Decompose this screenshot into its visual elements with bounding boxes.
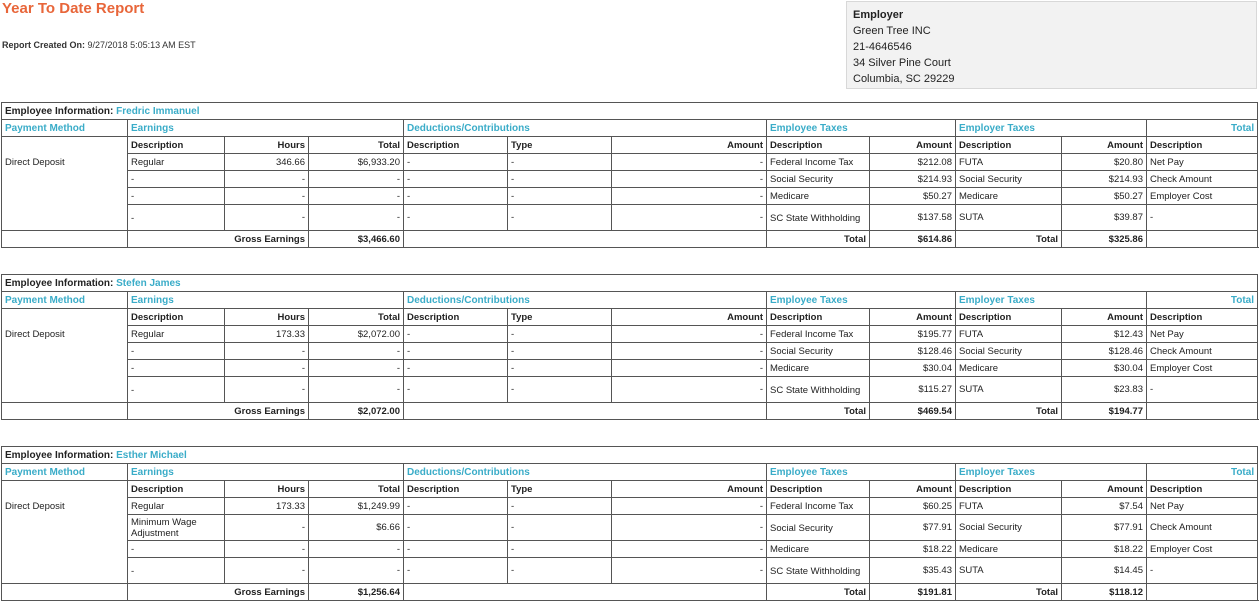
- employee-tax-description: Federal Income Tax: [767, 498, 870, 515]
- section-employer-taxes: Employer Taxes: [956, 120, 1147, 137]
- report-created-value: 9/27/2018 5:05:13 AM EST: [87, 40, 196, 50]
- gross-earnings-label: Gross Earnings: [128, 403, 309, 420]
- earning-hours: 173.33: [225, 498, 309, 515]
- gross-earnings-label: Gross Earnings: [128, 584, 309, 601]
- table-row: [2, 541, 1258, 558]
- deduction-type: -: [508, 171, 612, 188]
- employee-table: [1, 446, 1258, 601]
- earning-description: Regular: [128, 154, 225, 171]
- payment-method-cell: [2, 515, 128, 541]
- header-type: Type: [508, 481, 612, 498]
- employee-tax-amount: $35.43: [870, 558, 956, 584]
- earning-description: Regular: [128, 326, 225, 343]
- employer-tax-description: Social Security: [956, 171, 1062, 188]
- employee-tax-description: Social Security: [767, 171, 870, 188]
- deduction-type: -: [508, 360, 612, 377]
- earning-description: -: [128, 541, 225, 558]
- table-row: [2, 343, 1258, 360]
- employee-tax-amount: $115.27: [870, 377, 956, 403]
- section-earnings: Earnings: [128, 464, 404, 481]
- employer-tax-amount: $50.27: [1062, 188, 1147, 205]
- employee-tax-total-value: $469.54: [870, 403, 956, 420]
- header-amount: Amount: [1062, 481, 1147, 498]
- table-row: [2, 360, 1258, 377]
- table-row: [2, 515, 1258, 541]
- section-payment-method: Payment Method: [2, 464, 128, 481]
- payment-method-cell: Direct Deposit: [2, 154, 128, 171]
- employee-tax-amount: $18.22: [870, 541, 956, 558]
- earning-description: -: [128, 343, 225, 360]
- earning-description: -: [128, 171, 225, 188]
- employer-tax-description: SUTA: [956, 205, 1062, 231]
- totals-blank: [404, 231, 767, 248]
- table-row: [2, 326, 1258, 343]
- employer-tax-amount: $30.04: [1062, 360, 1147, 377]
- employee-tax-total-value: $191.81: [870, 584, 956, 601]
- employee-tax-amount: $30.04: [870, 360, 956, 377]
- payment-method-cell: [2, 343, 128, 360]
- employer-tax-description: SUTA: [956, 558, 1062, 584]
- total-description: -: [1147, 205, 1258, 231]
- deduction-type: -: [508, 188, 612, 205]
- header-amount: Amount: [870, 137, 956, 154]
- employee-tax-total-label: Total: [767, 403, 870, 420]
- employer-tax-description: Social Security: [956, 343, 1062, 360]
- table-row: [2, 188, 1258, 205]
- deduction-type: -: [508, 558, 612, 584]
- deduction-amount: -: [612, 541, 767, 558]
- earning-total: -: [309, 171, 404, 188]
- earning-hours: -: [225, 360, 309, 377]
- earning-hours: -: [225, 558, 309, 584]
- earning-hours: -: [225, 515, 309, 541]
- employer-tax-total-label: Total: [956, 403, 1062, 420]
- employee-tax-amount: $214.93: [870, 171, 956, 188]
- header-description: Description: [956, 137, 1062, 154]
- earning-total: -: [309, 377, 404, 403]
- employee-tax-description: Medicare: [767, 360, 870, 377]
- deduction-description: -: [404, 343, 508, 360]
- employer-tax-total-label: Total: [956, 231, 1062, 248]
- deduction-type: -: [508, 498, 612, 515]
- section-payment-method: Payment Method: [2, 292, 128, 309]
- employer-tax-amount: $39.87: [1062, 205, 1147, 231]
- table-row: [2, 171, 1258, 188]
- earning-total: -: [309, 188, 404, 205]
- total-description: Net Pay: [1147, 154, 1258, 171]
- earning-hours: -: [225, 205, 309, 231]
- employer-tax-description: Social Security: [956, 515, 1062, 541]
- earning-total: -: [309, 205, 404, 231]
- employer-city: Columbia, SC 29229: [853, 73, 955, 85]
- employee-tax-description: SC State Withholding: [767, 558, 870, 584]
- deduction-amount: -: [612, 154, 767, 171]
- deduction-description: -: [404, 326, 508, 343]
- employer-tax-description: FUTA: [956, 154, 1062, 171]
- earning-hours: 173.33: [225, 326, 309, 343]
- employee-tax-description: Social Security: [767, 515, 870, 541]
- total-description: Employer Cost: [1147, 360, 1258, 377]
- employer-tax-total-value: $118.12: [1062, 584, 1147, 601]
- payment-method-cell: [2, 188, 128, 205]
- employer-name: Green Tree INC: [853, 25, 931, 37]
- employee-tax-total-label: Total: [767, 584, 870, 601]
- employee-tax-description: Social Security: [767, 343, 870, 360]
- total-description: Check Amount: [1147, 343, 1258, 360]
- employer-tax-total-value: $325.86: [1062, 231, 1147, 248]
- header-description: Description: [956, 309, 1062, 326]
- employer-tax-amount: $7.54: [1062, 498, 1147, 515]
- employer-tax-description: Medicare: [956, 541, 1062, 558]
- deduction-type: -: [508, 343, 612, 360]
- earning-total: -: [309, 558, 404, 584]
- earning-hours: -: [225, 171, 309, 188]
- deduction-type: -: [508, 515, 612, 541]
- employer-tax-description: SUTA: [956, 377, 1062, 403]
- employer-street: 34 Silver Pine Court: [853, 57, 951, 69]
- header-total: Total: [309, 309, 404, 326]
- earning-total: -: [309, 541, 404, 558]
- earning-description: -: [128, 188, 225, 205]
- employer-tax-total-value: $194.77: [1062, 403, 1147, 420]
- employee-info: [2, 275, 1258, 292]
- earning-description: Regular: [128, 498, 225, 515]
- section-total: Total: [1147, 464, 1258, 481]
- deduction-amount: -: [612, 360, 767, 377]
- deduction-description: -: [404, 188, 508, 205]
- earning-hours: -: [225, 188, 309, 205]
- payment-method-cell: Direct Deposit: [2, 326, 128, 343]
- employer-heading: Employer: [853, 9, 904, 21]
- header-description: Description: [767, 309, 870, 326]
- header-total: Total: [309, 137, 404, 154]
- earning-description: -: [128, 360, 225, 377]
- employer-tax-amount: $128.46: [1062, 343, 1147, 360]
- earning-hours: 346.66: [225, 154, 309, 171]
- employee-name: Fredric Immanuel: [116, 105, 200, 117]
- deduction-description: -: [404, 377, 508, 403]
- section-deductions: Deductions/Contributions: [404, 120, 767, 137]
- section-payment-method: Payment Method: [2, 120, 128, 137]
- total-description: Employer Cost: [1147, 541, 1258, 558]
- employee-tax-total-label: Total: [767, 231, 870, 248]
- deduction-amount: -: [612, 326, 767, 343]
- gross-earnings-label: Gross Earnings: [128, 231, 309, 248]
- section-employee-taxes: Employee Taxes: [767, 120, 956, 137]
- deduction-description: -: [404, 541, 508, 558]
- table-row: [2, 154, 1258, 171]
- deduction-description: -: [404, 360, 508, 377]
- deduction-description: -: [404, 205, 508, 231]
- employee-table: [1, 102, 1258, 248]
- employee-tax-description: Medicare: [767, 188, 870, 205]
- section-employer-taxes: Employer Taxes: [956, 464, 1147, 481]
- employer-tax-amount: $12.43: [1062, 326, 1147, 343]
- deduction-type: -: [508, 541, 612, 558]
- employer-tax-amount: $77.91: [1062, 515, 1147, 541]
- table-row: [2, 558, 1258, 584]
- employee-info-label: Employee Information:: [5, 105, 114, 117]
- deduction-description: -: [404, 558, 508, 584]
- table-row: [2, 498, 1258, 515]
- deduction-amount: -: [612, 171, 767, 188]
- employer-tax-description: FUTA: [956, 326, 1062, 343]
- employee-tax-amount: $137.58: [870, 205, 956, 231]
- total-description: -: [1147, 377, 1258, 403]
- earning-description: -: [128, 205, 225, 231]
- section-employee-taxes: Employee Taxes: [767, 464, 956, 481]
- earning-hours: -: [225, 541, 309, 558]
- earning-description: -: [128, 377, 225, 403]
- employee-tax-description: Medicare: [767, 541, 870, 558]
- employee-tax-total-value: $614.86: [870, 231, 956, 248]
- total-description: Net Pay: [1147, 326, 1258, 343]
- gross-earnings-value: $2,072.00: [309, 403, 404, 420]
- total-description: Check Amount: [1147, 171, 1258, 188]
- section-deductions: Deductions/Contributions: [404, 464, 767, 481]
- header-description: Description: [128, 481, 225, 498]
- deduction-type: -: [508, 326, 612, 343]
- header-amount: Amount: [870, 481, 956, 498]
- header-blank: [2, 137, 128, 154]
- header-amount: Amount: [612, 309, 767, 326]
- header-description: Description: [128, 309, 225, 326]
- earning-description: -: [128, 558, 225, 584]
- header-description: Description: [1147, 137, 1258, 154]
- total-description: Employer Cost: [1147, 188, 1258, 205]
- employer-ein: 21-4646546: [853, 41, 912, 53]
- report-title: Year To Date Report: [2, 0, 145, 17]
- earning-hours: -: [225, 343, 309, 360]
- section-total: Total: [1147, 292, 1258, 309]
- section-earnings: Earnings: [128, 120, 404, 137]
- employer-tax-description: Medicare: [956, 188, 1062, 205]
- employee-table: [1, 274, 1258, 420]
- total-description: Check Amount: [1147, 515, 1258, 541]
- header-amount: Amount: [612, 481, 767, 498]
- employee-tax-amount: $50.27: [870, 188, 956, 205]
- header-hours: Hours: [225, 481, 309, 498]
- header-blank: [2, 309, 128, 326]
- employer-tax-amount: $14.45: [1062, 558, 1147, 584]
- totals-blank: [404, 403, 767, 420]
- employee-tax-description: Federal Income Tax: [767, 154, 870, 171]
- employee-info: [2, 103, 1258, 120]
- employee-tax-amount: $212.08: [870, 154, 956, 171]
- deduction-description: -: [404, 154, 508, 171]
- totals-blank: [2, 403, 128, 420]
- payment-method-cell: [2, 360, 128, 377]
- earning-total: -: [309, 343, 404, 360]
- deduction-amount: -: [612, 515, 767, 541]
- employee-name: Stefen James: [116, 277, 181, 289]
- payment-method-cell: [2, 377, 128, 403]
- header-description: Description: [1147, 309, 1258, 326]
- payment-method-cell: Direct Deposit: [2, 498, 128, 515]
- section-deductions: Deductions/Contributions: [404, 292, 767, 309]
- header-description: Description: [767, 137, 870, 154]
- earning-total: $1,249.99: [309, 498, 404, 515]
- gross-earnings-value: $3,466.60: [309, 231, 404, 248]
- earning-total: $6.66: [309, 515, 404, 541]
- earning-total: $6,933.20: [309, 154, 404, 171]
- header-description: Description: [956, 481, 1062, 498]
- gross-earnings-value: $1,256.64: [309, 584, 404, 601]
- totals-blank: [2, 231, 128, 248]
- totals-blank: [1147, 231, 1258, 248]
- table-row: [2, 205, 1258, 231]
- deduction-amount: -: [612, 188, 767, 205]
- deduction-type: -: [508, 205, 612, 231]
- payment-method-cell: [2, 205, 128, 231]
- employer-tax-description: Medicare: [956, 360, 1062, 377]
- totals-blank: [1147, 403, 1258, 420]
- totals-blank: [404, 584, 767, 601]
- employee-tax-amount: $195.77: [870, 326, 956, 343]
- employer-tax-total-label: Total: [956, 584, 1062, 601]
- earning-hours: -: [225, 377, 309, 403]
- employee-info-label: Employee Information:: [5, 449, 114, 461]
- employer-tax-description: FUTA: [956, 498, 1062, 515]
- employer-box: [846, 1, 1257, 89]
- deduction-amount: -: [612, 558, 767, 584]
- payment-method-cell: [2, 558, 128, 584]
- employee-tax-description: Federal Income Tax: [767, 326, 870, 343]
- deduction-type: -: [508, 154, 612, 171]
- total-description: -: [1147, 558, 1258, 584]
- employer-tax-amount: $214.93: [1062, 171, 1147, 188]
- report-created: [2, 40, 196, 50]
- header-description: Description: [767, 481, 870, 498]
- deduction-amount: -: [612, 498, 767, 515]
- employee-name: Esther Michael: [116, 449, 187, 461]
- employee-info: [2, 447, 1258, 464]
- section-employer-taxes: Employer Taxes: [956, 292, 1147, 309]
- deduction-description: -: [404, 498, 508, 515]
- header-description: Description: [404, 137, 508, 154]
- header-amount: Amount: [1062, 137, 1147, 154]
- earning-total: $2,072.00: [309, 326, 404, 343]
- employee-tax-amount: $60.25: [870, 498, 956, 515]
- total-description: Net Pay: [1147, 498, 1258, 515]
- section-earnings: Earnings: [128, 292, 404, 309]
- employer-tax-amount: $20.80: [1062, 154, 1147, 171]
- employee-tax-description: SC State Withholding: [767, 205, 870, 231]
- header-type: Type: [508, 309, 612, 326]
- deduction-type: -: [508, 377, 612, 403]
- header-amount: Amount: [870, 309, 956, 326]
- header-type: Type: [508, 137, 612, 154]
- header-amount: Amount: [1062, 309, 1147, 326]
- deduction-description: -: [404, 515, 508, 541]
- deduction-amount: -: [612, 343, 767, 360]
- employer-tax-amount: $18.22: [1062, 541, 1147, 558]
- header-total: Total: [309, 481, 404, 498]
- deduction-amount: -: [612, 377, 767, 403]
- employer-tax-amount: $23.83: [1062, 377, 1147, 403]
- header-description: Description: [1147, 481, 1258, 498]
- employee-tax-amount: $77.91: [870, 515, 956, 541]
- earning-description: Minimum Wage Adjustment: [128, 515, 225, 541]
- header-description: Description: [404, 481, 508, 498]
- header-blank: [2, 481, 128, 498]
- section-employee-taxes: Employee Taxes: [767, 292, 956, 309]
- employee-info-label: Employee Information:: [5, 277, 114, 289]
- totals-blank: [2, 584, 128, 601]
- header-amount: Amount: [612, 137, 767, 154]
- table-row: [2, 377, 1258, 403]
- deduction-amount: -: [612, 205, 767, 231]
- payment-method-cell: [2, 171, 128, 188]
- header-hours: Hours: [225, 137, 309, 154]
- totals-blank: [1147, 584, 1258, 601]
- report-created-label: Report Created On:: [2, 40, 86, 50]
- earning-total: -: [309, 360, 404, 377]
- employee-tax-amount: $128.46: [870, 343, 956, 360]
- header-description: Description: [404, 309, 508, 326]
- payment-method-cell: [2, 541, 128, 558]
- header-description: Description: [128, 137, 225, 154]
- header-hours: Hours: [225, 309, 309, 326]
- section-total: Total: [1147, 120, 1258, 137]
- employee-tax-description: SC State Withholding: [767, 377, 870, 403]
- deduction-description: -: [404, 171, 508, 188]
